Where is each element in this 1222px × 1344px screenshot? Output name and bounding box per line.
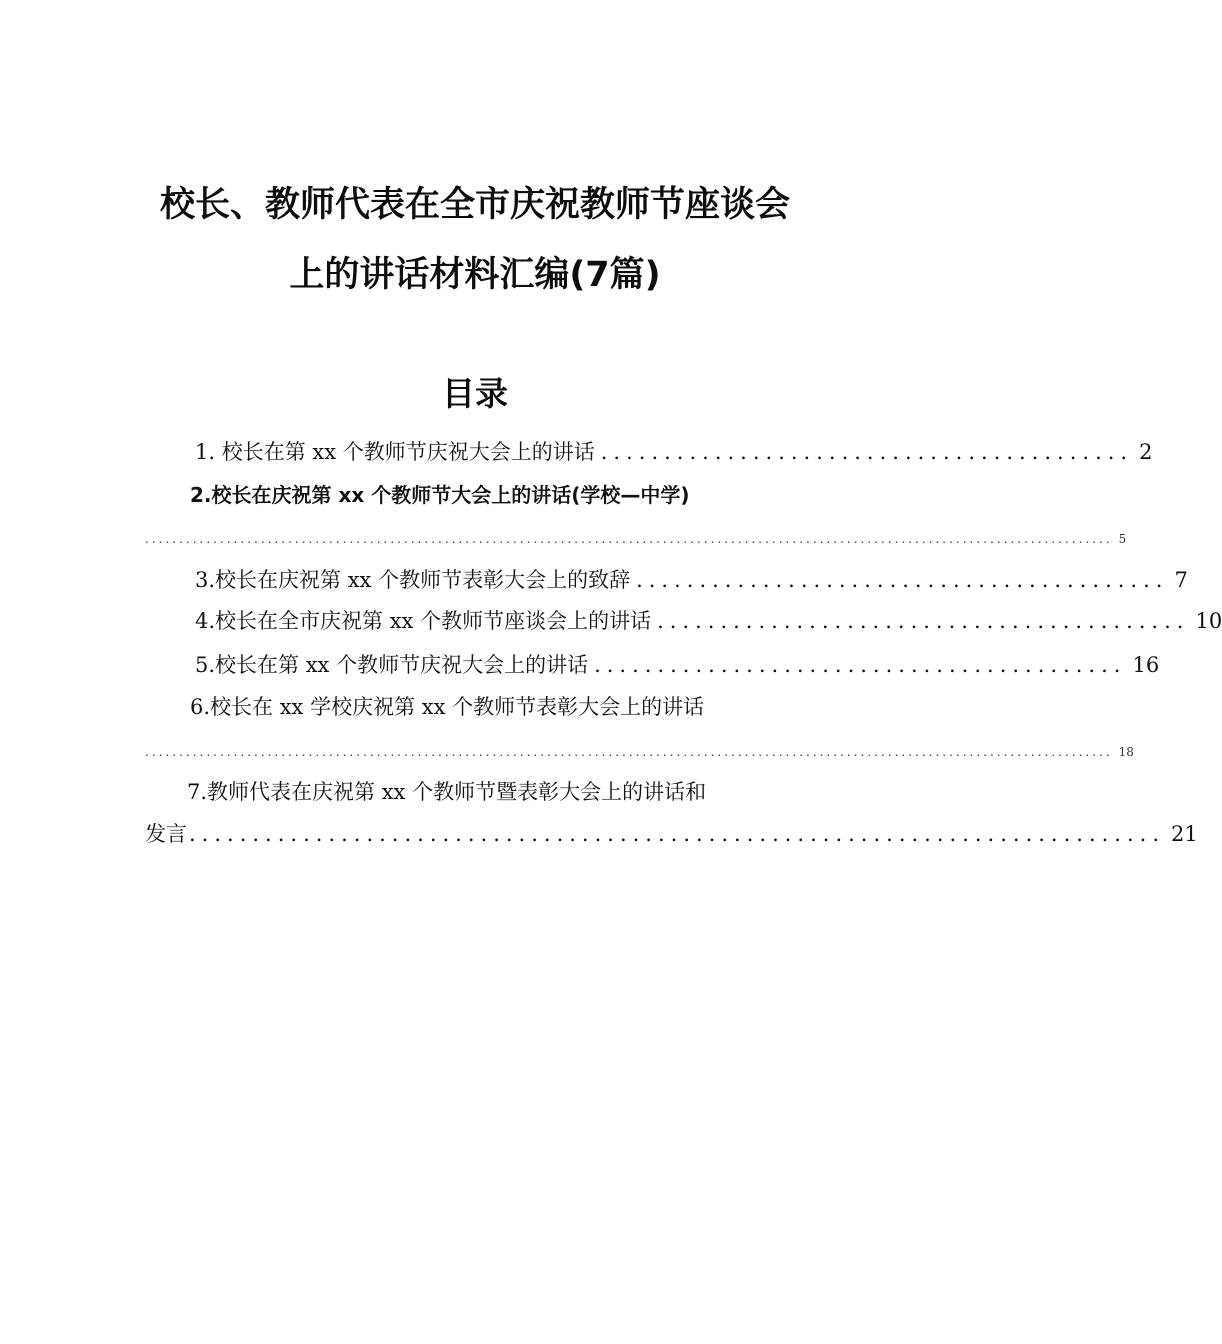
toc-entry-2-leader — [145, 532, 1127, 546]
toc-leader-dots: .............................................................................................................................................. — [145, 532, 1113, 546]
toc-entry-7[interactable] — [187, 777, 807, 807]
toc-leader-dots: .......................................... — [594, 653, 1127, 677]
toc-entry-6-leader — [145, 745, 1134, 759]
document-title-line-2: 上的讲话材料汇编(7篇) — [289, 255, 661, 295]
toc-entry-page: 10 — [1195, 609, 1222, 633]
toc-leader-dots: .............................................................................................................................................. — [145, 745, 1113, 759]
toc-entry-text: 发言 — [145, 822, 187, 846]
toc-leader-dots: .......................................... — [636, 568, 1169, 592]
toc-entry-page: 16 — [1132, 653, 1160, 677]
toc-entry-page: 7 — [1174, 568, 1188, 592]
toc-entry-5[interactable] — [195, 650, 1160, 680]
toc-heading: 目录 — [442, 374, 508, 413]
toc-entry-page: 2 — [1139, 440, 1153, 464]
toc-entry-text: 1. 校长在第 xx 个教师节庆祝大会上的讲话 — [195, 440, 595, 464]
toc-entry-7-cont[interactable] — [145, 819, 1198, 849]
toc-entry-4[interactable] — [195, 606, 1222, 636]
toc-entry-page: 5 — [1118, 532, 1127, 546]
toc-leader-dots: ............................................................................. — [189, 822, 1165, 846]
toc-leader-dots: .......................................... — [657, 609, 1190, 633]
toc-entry-1[interactable] — [195, 437, 1153, 467]
toc-entry-text: 5.校长在第 xx 个教师节庆祝大会上的讲话 — [195, 653, 589, 677]
toc-leader-dots: .......................................... — [600, 440, 1134, 464]
toc-entry-text: 6.校长在 xx 学校庆祝第 xx 个教师节表彰大会上的讲话 — [190, 695, 705, 719]
toc-entry-text: 4.校长在全市庆祝第 xx 个教师节座谈会上的讲话 — [195, 609, 652, 633]
toc-entry-page: 18 — [1118, 745, 1134, 759]
document-title-line-1: 校长、教师代表在全市庆祝教师节座谈会 — [159, 185, 790, 225]
toc-entry-3[interactable] — [195, 565, 1188, 595]
toc-entry-text: 7.教师代表在庆祝第 xx 个教师节暨表彰大会上的讲话和 — [187, 780, 707, 804]
toc-entry-page: 21 — [1171, 822, 1198, 846]
toc-entry-6[interactable] — [190, 692, 810, 722]
toc-entry-2[interactable] — [190, 480, 810, 510]
toc-entry-text: 2.校长在庆祝第 xx 个教师节大会上的讲话(学校—中学) — [190, 483, 690, 507]
toc-entry-text: 3.校长在庆祝第 xx 个教师节表彰大会上的致辞 — [195, 568, 631, 592]
